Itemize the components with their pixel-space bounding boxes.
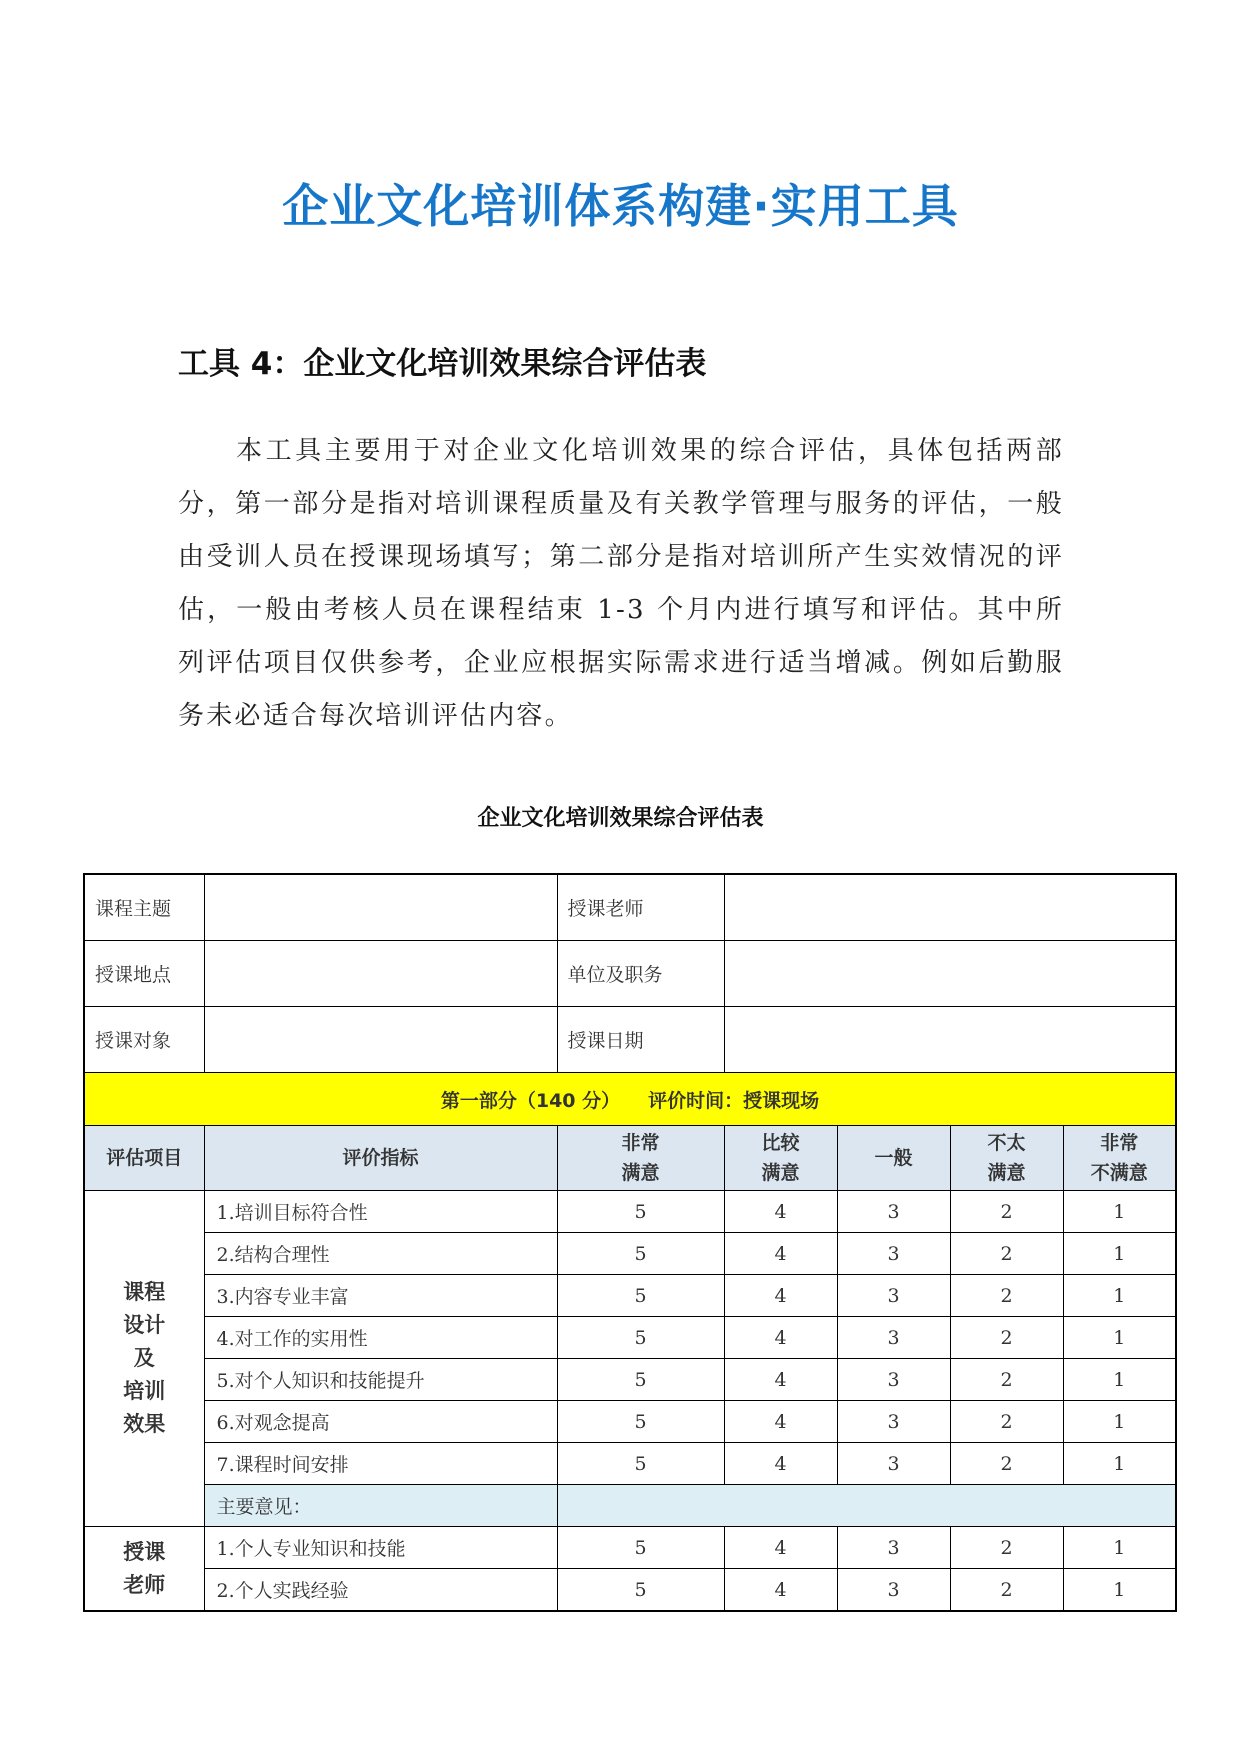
info-row: [84, 1007, 1176, 1073]
score-2[interactable]: 2: [950, 1359, 1063, 1401]
header-line: 比较: [761, 1132, 800, 1154]
header-unsatisfied: [950, 1126, 1063, 1191]
header-line: 非常: [621, 1132, 660, 1154]
indicator-cell: 2.结构合理性: [204, 1233, 557, 1275]
score-1[interactable]: 1: [1063, 1359, 1176, 1401]
opinion-label: 主要意见：: [204, 1485, 557, 1527]
score-3[interactable]: 3: [837, 1233, 950, 1275]
column-header-row: [84, 1126, 1176, 1191]
intro-paragraph: 本工具主要用于对企业文化培训效果的综合评估，具体包括两部分，第一部分是指对培训课程质量及有关教学管理与服务的评估，一般由受训人员在授课现场填写；第二部分是指对培训所产生实效情况的评估，一般由考核人员在课程结束 1-3 个月内进行填写和评估。其中所列评估项目仅供参考，企业应根据实际需求进行适当增减。例如后勤服务未必适合每次培训评估内容。: [178, 436, 1064, 731]
score-2[interactable]: 2: [950, 1527, 1063, 1569]
score-4[interactable]: 4: [724, 1191, 837, 1233]
score-1[interactable]: 1: [1063, 1233, 1176, 1275]
indicator-cell: 4.对工作的实用性: [204, 1317, 557, 1359]
header-average: 一般: [837, 1126, 950, 1191]
score-4[interactable]: 4: [724, 1569, 837, 1612]
category-teacher: [84, 1527, 204, 1612]
score-5[interactable]: 5: [557, 1527, 724, 1569]
score-4[interactable]: 4: [724, 1527, 837, 1569]
score-1[interactable]: 1: [1063, 1527, 1176, 1569]
category-line: 老师: [123, 1572, 166, 1597]
score-4[interactable]: 4: [724, 1317, 837, 1359]
score-5[interactable]: 5: [557, 1275, 724, 1317]
part1-banner-cell: [84, 1073, 1176, 1126]
unit-position-label: 单位及职务: [557, 941, 724, 1007]
header-line: 不太: [987, 1132, 1026, 1154]
table-row: [84, 1569, 1176, 1612]
category-line: 设计: [123, 1313, 166, 1337]
score-3[interactable]: 3: [837, 1317, 950, 1359]
score-3[interactable]: 3: [837, 1191, 950, 1233]
category-line: 课程: [123, 1280, 166, 1304]
part1-banner: [84, 1073, 1176, 1126]
table-caption: 企业文化培训效果综合评估表: [477, 806, 764, 831]
table-row: [84, 1359, 1176, 1401]
page-title: 企业文化培训体系构建·实用工具: [282, 179, 959, 233]
score-1[interactable]: 1: [1063, 1317, 1176, 1359]
header-very-satisfied: [557, 1126, 724, 1191]
score-5[interactable]: 5: [557, 1359, 724, 1401]
indicator-cell: 5.对个人知识和技能提升: [204, 1359, 557, 1401]
score-5[interactable]: 5: [557, 1443, 724, 1485]
score-3[interactable]: 3: [837, 1401, 950, 1443]
score-2[interactable]: 2: [950, 1401, 1063, 1443]
score-1[interactable]: 1: [1063, 1569, 1176, 1612]
unit-position-field[interactable]: [724, 941, 1176, 1007]
category-line: 及: [133, 1346, 155, 1370]
location-label: 授课地点: [84, 941, 204, 1007]
score-1[interactable]: 1: [1063, 1275, 1176, 1317]
score-1[interactable]: 1: [1063, 1443, 1176, 1485]
indicator-cell: 1.培训目标符合性: [204, 1191, 557, 1233]
indicator-cell: 1.个人专业知识和技能: [204, 1527, 557, 1569]
score-4[interactable]: 4: [724, 1233, 837, 1275]
info-row: [84, 941, 1176, 1007]
teacher-label: 授课老师: [557, 874, 724, 941]
score-3[interactable]: 3: [837, 1443, 950, 1485]
score-4[interactable]: 4: [724, 1359, 837, 1401]
score-2[interactable]: 2: [950, 1569, 1063, 1612]
audience-label: 授课对象: [84, 1007, 204, 1073]
category-course-design: [84, 1191, 204, 1527]
category-line: 效果: [123, 1412, 166, 1436]
score-3[interactable]: 3: [837, 1569, 950, 1612]
table-row: [84, 1233, 1176, 1275]
score-1[interactable]: 1: [1063, 1191, 1176, 1233]
table-row: [84, 1401, 1176, 1443]
indicator-cell: 2.个人实践经验: [204, 1569, 557, 1612]
header-line: 非常: [1100, 1132, 1139, 1154]
location-field[interactable]: [204, 941, 557, 1007]
header-line: 不满意: [1090, 1162, 1148, 1184]
date-label: 授课日期: [557, 1007, 724, 1073]
table-row: [84, 1275, 1176, 1317]
header-item: 评估项目: [84, 1126, 204, 1191]
section-title: 工具 4：企业文化培训效果综合评估表: [178, 346, 707, 382]
table-row: [84, 1443, 1176, 1485]
score-2[interactable]: 2: [950, 1275, 1063, 1317]
evaluation-table: [83, 873, 1177, 1612]
score-4[interactable]: 4: [724, 1443, 837, 1485]
opinion-field[interactable]: [557, 1485, 1176, 1527]
part1-time: 评价时间：授课现场: [648, 1089, 820, 1112]
info-row: [84, 874, 1176, 941]
audience-field[interactable]: [204, 1007, 557, 1073]
opinion-row: [84, 1485, 1176, 1527]
table-row: [84, 1527, 1176, 1569]
score-5[interactable]: 5: [557, 1317, 724, 1359]
score-3[interactable]: 3: [837, 1527, 950, 1569]
category-line: 培训: [123, 1379, 166, 1403]
indicator-cell: 6.对观念提高: [204, 1401, 557, 1443]
score-2[interactable]: 2: [950, 1233, 1063, 1275]
score-4[interactable]: 4: [724, 1275, 837, 1317]
date-field[interactable]: [724, 1007, 1176, 1073]
score-5[interactable]: 5: [557, 1569, 724, 1612]
course-topic-field[interactable]: [204, 874, 557, 941]
indicator-cell: 3.内容专业丰富: [204, 1275, 557, 1317]
category-line: 授课: [123, 1539, 166, 1564]
indicator-cell: 7.课程时间安排: [204, 1443, 557, 1485]
score-3[interactable]: 3: [837, 1359, 950, 1401]
score-3[interactable]: 3: [837, 1275, 950, 1317]
score-2[interactable]: 2: [950, 1191, 1063, 1233]
header-line: 满意: [987, 1162, 1026, 1184]
score-2[interactable]: 2: [950, 1443, 1063, 1485]
course-topic-label: 课程主题: [84, 874, 204, 941]
part1-label: 第一部分（140 分）: [440, 1089, 621, 1112]
score-1[interactable]: 1: [1063, 1401, 1176, 1443]
table-row: [84, 1191, 1176, 1233]
score-2[interactable]: 2: [950, 1317, 1063, 1359]
table-row: [84, 1317, 1176, 1359]
score-5[interactable]: 5: [557, 1191, 724, 1233]
score-5[interactable]: 5: [557, 1233, 724, 1275]
score-4[interactable]: 4: [724, 1401, 837, 1443]
score-5[interactable]: 5: [557, 1401, 724, 1443]
teacher-field[interactable]: [724, 874, 1176, 941]
header-satisfied: [724, 1126, 837, 1191]
header-very-unsatisfied: [1063, 1126, 1176, 1191]
header-line: 满意: [621, 1162, 660, 1184]
header-line: 满意: [761, 1162, 800, 1184]
header-indicator: 评价指标: [204, 1126, 557, 1191]
